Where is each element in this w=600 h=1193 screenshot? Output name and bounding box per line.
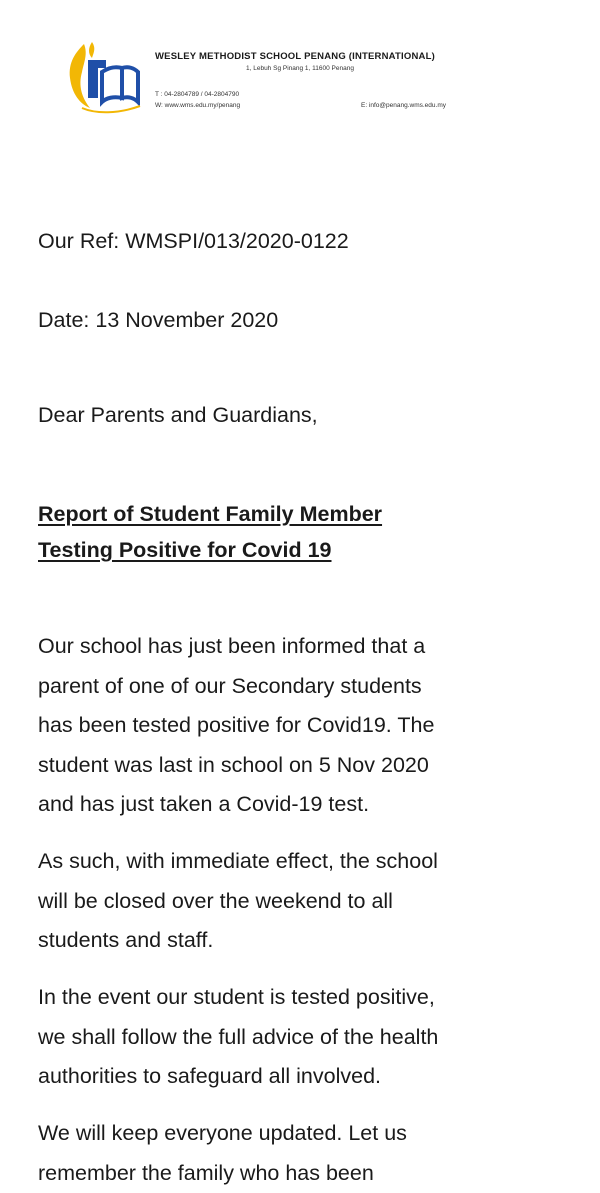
text-line: Our school has just been informed that a bbox=[38, 627, 568, 667]
letter-date: Date: 13 November 2020 bbox=[38, 308, 278, 333]
salutation: Dear Parents and Guardians, bbox=[38, 403, 318, 428]
text-line: We will keep everyone updated. Let us bbox=[38, 1114, 568, 1154]
school-name: WESLEY METHODIST SCHOOL PENANG (INTERNATIONAL) bbox=[155, 51, 435, 62]
text-line: will be closed over the weekend to all bbox=[38, 882, 568, 922]
text-line: In the event our student is tested positive, bbox=[38, 978, 568, 1018]
text-line: we shall follow the full advice of the health bbox=[38, 1018, 568, 1058]
paragraph-updates bbox=[38, 1114, 568, 1193]
text-line: student was last in school on 5 Nov 2020 bbox=[38, 746, 568, 786]
paragraph-closure bbox=[38, 842, 568, 961]
school-email: E: info@penang.wms.edu.my bbox=[361, 102, 446, 109]
text-line: parent of one of our Secondary students bbox=[38, 667, 568, 707]
subject-line: Testing Positive for Covid 19 bbox=[38, 532, 382, 568]
text-line: students and staff. bbox=[38, 921, 568, 961]
text-line: As such, with immediate effect, the school bbox=[38, 842, 568, 882]
text-line: has been tested positive for Covid19. The bbox=[38, 706, 568, 746]
letterhead bbox=[0, 0, 600, 140]
reference-number: Our Ref: WMSPI/013/2020-0122 bbox=[38, 229, 349, 254]
text-line: remember the family who has been bbox=[38, 1154, 568, 1193]
text-line: authorities to safeguard all involved. bbox=[38, 1057, 568, 1097]
school-address: 1, Lebuh Sg Pinang 1, 11600 Penang bbox=[246, 65, 354, 72]
school-website: W: www.wms.edu.my/penang bbox=[155, 102, 240, 109]
text-line: and has just taken a Covid-19 test. bbox=[38, 785, 568, 825]
school-logo-icon bbox=[62, 38, 148, 130]
paragraph-health-advice bbox=[38, 978, 568, 1097]
school-phone: T : 04-2804789 / 04-2804790 bbox=[155, 91, 239, 98]
letter-subject bbox=[38, 496, 382, 568]
paragraph-announcement bbox=[38, 627, 568, 825]
subject-line: Report of Student Family Member bbox=[38, 496, 382, 532]
